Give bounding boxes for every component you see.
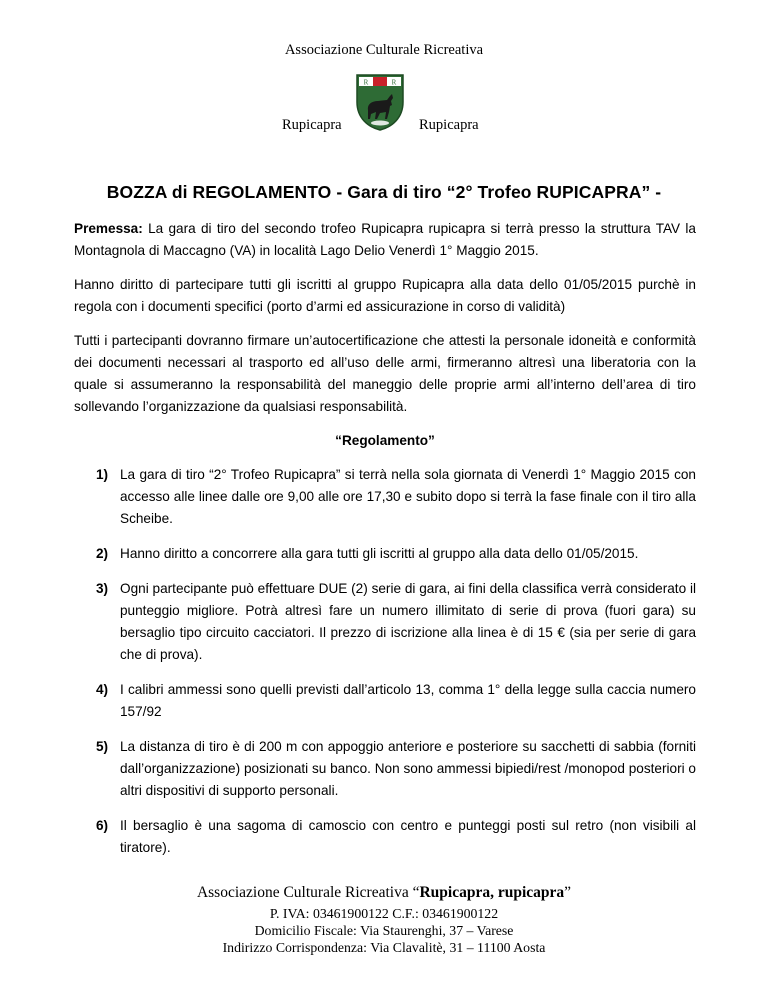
rule-item <box>74 543 696 565</box>
club-logo <box>354 72 406 132</box>
footer-association <box>0 884 768 902</box>
svg-text:R: R <box>391 78 397 87</box>
footer-association-suffix: ” <box>564 884 572 901</box>
header-right-name: Rupicapra <box>419 117 479 133</box>
rule-text: Ogni partecipante può effettuare DUE (2) serie di gara, ai fini della classifica verrà considerato il punteggio migliore. Potrà altresì fare un numero illimitato di serie di prova (fuori gara) su bersaglio tipo circuito cacciatori. Il prezzo di iscrizione alla linea è di 15 € (sia per serie di gara che di prova). <box>120 581 696 662</box>
footer-vat: P. IVA: 03461900122 C.F.: 03461900122 <box>269 906 499 921</box>
rule-text: La gara di tiro “2° Trofeo Rupicapra” si terrà nella sola giornata di Venerdì 1° Maggio 2015 con accesso alle linee dalle ore 9,00 alle ore 17,30 e subito dopo si terrà la fase finale con il tiro alla Scheibe. <box>120 467 696 526</box>
header-left-name: Rupicapra <box>282 117 342 133</box>
footer-mailing-address: Indirizzo Corrispondenza: Via Clavalitè, 31 – 11100 Aosta <box>222 940 546 955</box>
rule-number: 2) <box>96 546 109 561</box>
premessa-label: Premessa: <box>74 221 143 236</box>
rule-item <box>74 464 696 530</box>
rule-number: 4) <box>96 682 109 697</box>
header-association: Associazione Culturale Ricreativa <box>284 42 484 58</box>
footer-fiscal-address: Domicilio Fiscale: Via Staurenghi, 37 – Varese <box>254 923 514 938</box>
rule-text: I calibri ammessi sono quelli previsti dall’articolo 13, comma 1° della legge sulla caccia numero 157/92 <box>120 682 696 719</box>
rule-number: 5) <box>96 739 109 754</box>
self-certification-paragraph: Tutti i partecipanti dovranno firmare un’autocertificazione che attesti la personale idoneità e conformità dei documenti necessari al trasporto ed all’uso delle armi, firmeranno altresì una liberatoria con la quale si assumeranno la responsabilità del maneggio delle proprie armi all’interno dell’area di tiro sollevando l’organizzazione da qualsiasi responsabilità. <box>74 333 696 414</box>
rule-text: La distanza di tiro è di 200 m con appoggio anteriore e posteriore su sacchetti di sabbia (forniti dall’organizzazione) posizionati su banco. Non sono ammessi bipiedi/rest /monopod posteriori o altri dispositivi di supporto personali. <box>120 739 696 798</box>
rule-item <box>74 736 696 802</box>
rule-number: 1) <box>96 467 109 482</box>
footer-association-prefix: Associazione Culturale Ricreativa “ <box>196 884 420 901</box>
eligibility-paragraph: Hanno diritto di partecipare tutti gli iscritti al gruppo Rupicapra alla data dello 01/05/2015 purchè in regola con i documenti specifici (porto d’armi ed assicurazione in corso di validità) <box>74 277 696 314</box>
rule-number: 3) <box>96 581 109 596</box>
premessa-paragraph <box>74 218 696 262</box>
footer-association-name: Rupicapra, rupicapra <box>419 884 565 901</box>
document-body <box>74 218 696 872</box>
rule-item <box>74 815 696 859</box>
rule-text: Il bersaglio è una sagoma di camoscio con centro e punteggi posti sul retro (non visibili al tiratore). <box>120 818 696 855</box>
premessa-text: La gara di tiro del secondo trofeo Rupicapra rupicapra si terrà presso la struttura TAV la Montagnola di Maccagno (VA) in località Lago Delio Venerdì 1° Maggio 2015. <box>74 221 696 258</box>
rule-text: Hanno diritto a concorrere alla gara tutti gli iscritti al gruppo alla data dello 01/05/2015. <box>120 546 639 561</box>
svg-text:R: R <box>363 78 369 87</box>
rule-item <box>74 679 696 723</box>
regolamento-heading: “Regolamento” <box>335 433 435 448</box>
rule-number: 6) <box>96 818 109 833</box>
document-title: BOZZA di REGOLAMENTO - Gara di tiro “2° Trofeo RUPICAPRA” - <box>106 182 662 202</box>
rule-item <box>74 578 696 666</box>
